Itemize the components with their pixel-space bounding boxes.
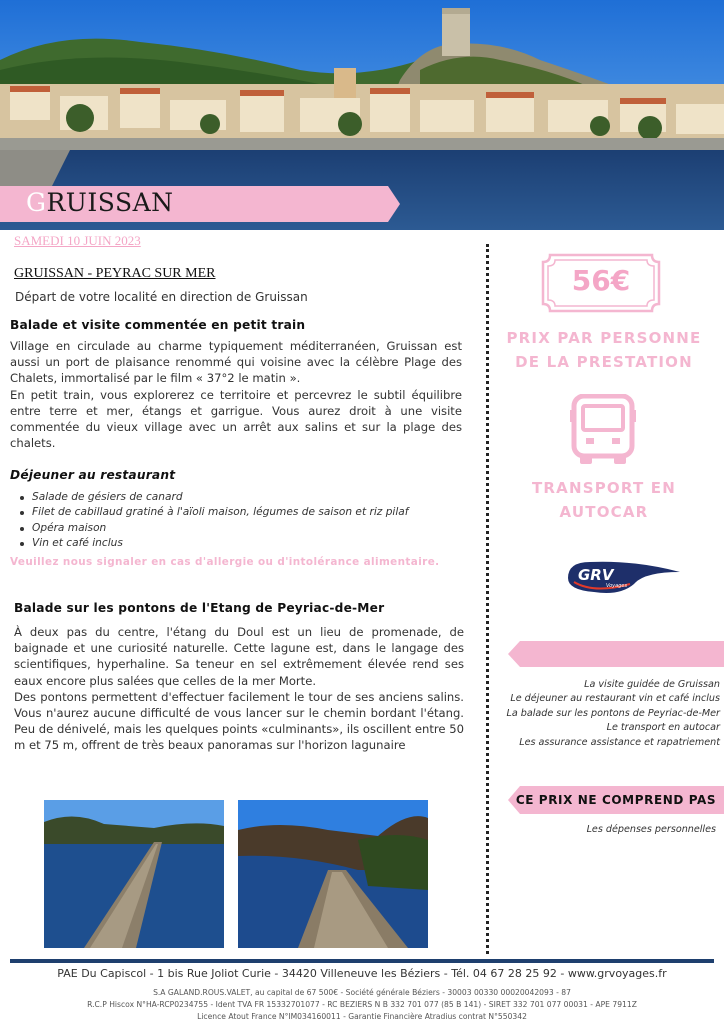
price-caption-line-2: DE LA PRESTATION (515, 353, 693, 371)
price-caption-line-1: PRIX PAR PERSONNE (506, 329, 702, 347)
footer-legal-1: S.A GALAND.ROUS.VALET, au capital de 67 500€ - Société générale Béziers - 30003 00330 00020042093 - 87 (153, 988, 571, 997)
lunch-menu (20, 490, 409, 552)
included-item: Le transport en autocar (606, 722, 720, 734)
included-item: Le déjeuner au restaurant vin et café inclus (510, 693, 720, 705)
price-tag (540, 252, 662, 314)
footer-legal-2: R.C.P Hiscox N°HA-RCP0234755 - Ident TVA FR 15332701077 - RC BEZIERS N B 332 701 077 (85 B 141) - SIRET 332 701 077 00031 - APE 7911Z (87, 1000, 637, 1009)
bus-icon (570, 394, 636, 470)
departure-text: Départ de votre localité en direction de Gruissan (15, 290, 308, 304)
transport-caption (496, 476, 712, 524)
train-paragraph-2: En petit train, vous explorerez ce territoire et percevrez le subtil équilibre entre terre et mer, étangs et garrigue. Vous aurez droit à une visite commentée du vieux village avec un arrêt aux salins et sur la plage des chalets. (10, 387, 462, 451)
included-banner (508, 641, 724, 667)
pontons-paragraph-1: À deux pas du centre, l'étang du Doul est un lieu de promenade, de baignade et une curiosité naturelle. Cette lagune est, dans le langage des scientifiques, hyperhaline. Sa teneur en sel extrêmement élevée rend ses eaux encore plus salées que celles de la mer Morte. (14, 625, 464, 688)
pontons-description (14, 624, 464, 754)
column-divider (486, 244, 489, 954)
pontons-heading: Balade sur les pontons de l'Etang de Peyriac-de-Mer (14, 601, 385, 615)
footer-address: PAE Du Capiscol - 1 bis Rue Joliot Curie - 34420 Villeneuve les Béziers - Tél. 04 67 28 25 92 - www.grvoyages.fr (57, 967, 667, 980)
price-caption (496, 326, 712, 374)
menu-item: Filet de cabillaud gratiné à l'aïoli maison, légumes de saison et riz pilaf (20, 505, 409, 520)
transport-caption-line-2: AUTOCAR (559, 503, 649, 521)
allergy-note: Veuillez nous signaler en cas d'allergie ou d'intolérance alimentaire. (10, 556, 440, 568)
logo-subtext: Voyages (606, 583, 628, 589)
pontoon-photo-2 (238, 800, 428, 948)
pontons-paragraph-2: Des pontons permettent d'effectuer facilement le tour de ses anciens salins. Vous n'aurez aucune difficulté de vous lancer sur le chemin bordant l'étang. Peu de dénivelé, mais les quelques points «culminants», ils oscillent entre 50 m et 75 m, offrent de très beaux panoramas sur l'horizon lagunaire (14, 689, 464, 753)
train-description (10, 338, 462, 451)
grv-logo (564, 556, 684, 600)
excluded-item: Les dépenses personnelles (586, 824, 716, 835)
footer-legal-3: Licence Atout France N°IM034160011 - Garantie Financière Atradius contrat N°550342 (197, 1012, 527, 1021)
menu-item: Opéra maison (20, 521, 409, 536)
trip-route: GRUISSAN - PEYRAC SUR MER (14, 266, 216, 281)
transport-caption-line-1: TRANSPORT EN (531, 479, 677, 497)
footer-rule (10, 959, 714, 963)
lunch-heading: Déjeuner au restaurant (10, 468, 176, 482)
included-item: La balade sur les pontons de Peyriac-de-Mer (506, 707, 720, 719)
logo-text: GRV (578, 566, 614, 584)
price-value: 56€ (571, 264, 631, 297)
train-heading: Balade et visite commentée en petit train (10, 318, 306, 332)
included-item: Les assurance assistance et rapatriement (519, 736, 720, 748)
destination-title: GRUISSAN (26, 188, 174, 217)
included-list (506, 678, 720, 750)
pontoon-photo-1 (44, 800, 224, 948)
trip-date: SAMEDI 10 JUIN 2023 (14, 233, 141, 248)
menu-item: Vin et café inclus (20, 536, 409, 551)
menu-item: Salade de gésiers de canard (20, 490, 409, 505)
excluded-title: CE PRIX NE COMPREND PAS (515, 793, 717, 807)
train-paragraph-1: Village en circulade au charme typiquement méditerranéen, Gruissan est aussi un port de plaisance renommé qui voisine avec la célèbre Plage des Chalets, immortalisé par le film « 37°2 le matin ». (10, 339, 462, 386)
included-item: La visite guidée de Gruissan (584, 679, 720, 690)
